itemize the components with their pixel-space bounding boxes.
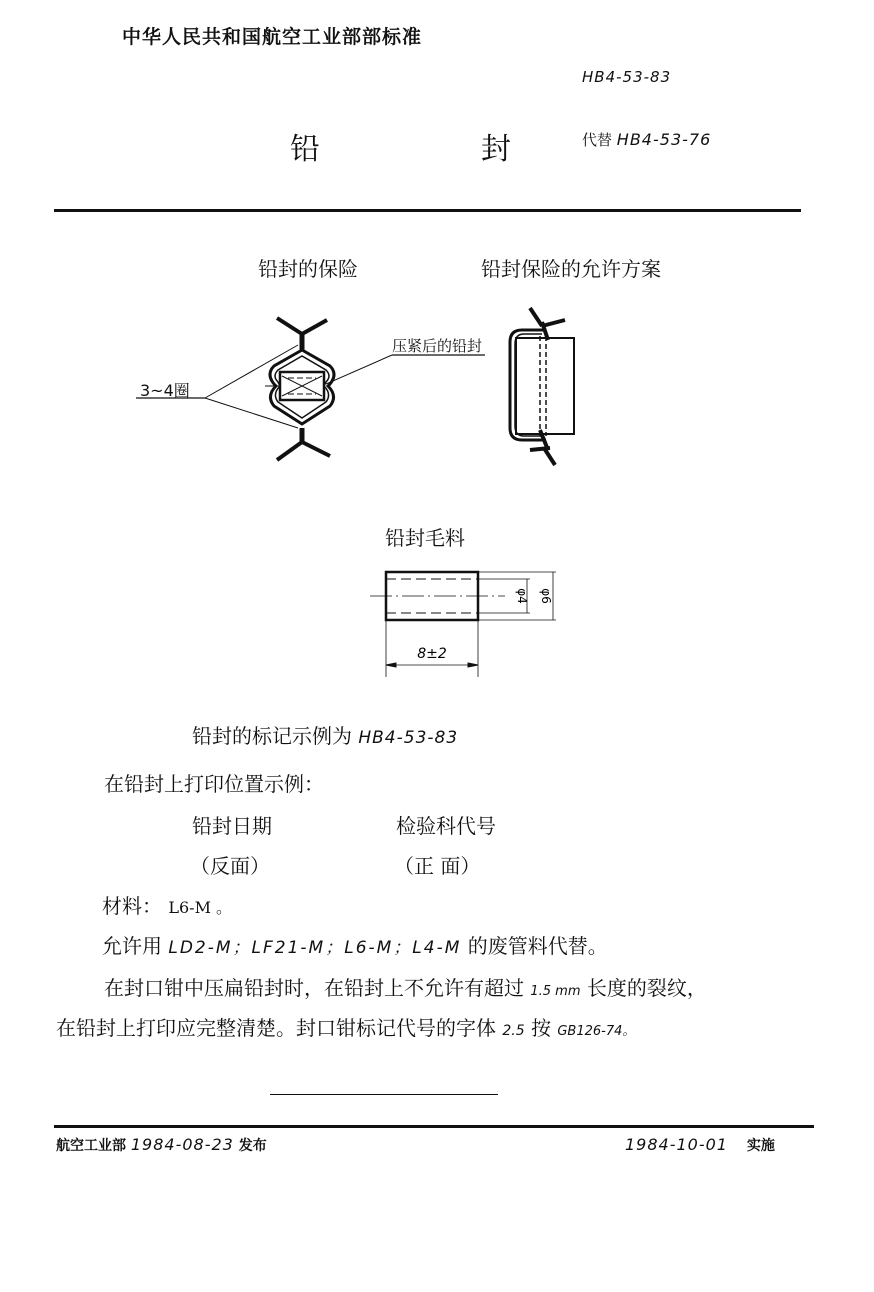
para-line2-text: 在铅封上打印应完整清楚。封口钳标记代号的字体	[56, 1016, 496, 1040]
front-side-note: （正 面）	[394, 854, 481, 878]
header-divider	[54, 209, 801, 212]
marking-example	[192, 720, 458, 749]
replaces-code: HB4-53-76	[616, 130, 712, 149]
issue-date: 1984-08-23	[130, 1135, 234, 1154]
title-char-seal: 封	[481, 132, 511, 167]
back-side-label: 铅封日期	[192, 814, 272, 838]
inner-diameter-label: φ4	[515, 588, 529, 604]
effective-date: 1984-10-01	[625, 1135, 728, 1154]
standard-number: HB4-53-83	[582, 68, 672, 86]
end-of-text-rule	[270, 1094, 498, 1095]
material-line	[102, 890, 232, 919]
stamp-position-label: 在铅封上打印位置示例：	[104, 772, 324, 796]
allowed-suffix: 的废管料代替。	[467, 934, 608, 958]
footer-issue	[56, 1135, 267, 1155]
para-line2-number: 2.5	[502, 1023, 525, 1039]
para-line1-text: 在封口钳中压扁铅封时，在铅封上不允许有超过	[104, 976, 524, 1000]
issuer: 航空工业部	[56, 1138, 126, 1154]
para-line2-reference: GB126-74。	[557, 1024, 636, 1039]
para-line1-number: 1.5 mm	[530, 984, 581, 999]
seal-safety-caption: 铅封的保险	[258, 257, 358, 281]
replaces-standard	[582, 129, 711, 150]
allowed-materials: LD2-M；LF21-M；L6-M；L4-M	[168, 938, 462, 958]
replaces-label: 代替	[582, 131, 613, 149]
length-label: 8±2	[417, 646, 447, 662]
turns-label: 3~4圈	[140, 381, 190, 400]
seal-allowed-drawing	[490, 300, 600, 470]
paragraph-line-2	[56, 1012, 635, 1041]
allowed-line	[102, 930, 608, 959]
blank-drawing	[370, 565, 570, 680]
allowed-prefix: 允许用	[102, 934, 162, 958]
outer-diameter-label: φ6	[539, 588, 553, 604]
pressed-seal-label: 压紧后的铅封	[392, 337, 483, 355]
marking-example-label: 铅封的标记示例为	[192, 724, 352, 748]
seal-allowed-caption: 铅封保险的允许方案	[481, 257, 661, 281]
para-line2-text-mid: 按	[530, 1016, 551, 1040]
issuing-organization: 中华人民共和国航空工业部部标准	[122, 26, 423, 48]
footer-divider	[54, 1125, 814, 1128]
issue-label: 发布	[238, 1138, 267, 1154]
blank-caption: 铅封毛料	[385, 526, 465, 550]
para-line1-text-end: 长度的裂纹，	[586, 976, 707, 1000]
paragraph-line-1	[104, 972, 707, 1001]
marking-example-code: HB4-53-83	[358, 728, 459, 748]
back-side-note: （反面）	[190, 854, 270, 878]
effective-label: 实施	[746, 1138, 775, 1154]
material-label: 材料：	[102, 894, 162, 918]
title-char-lead: 铅	[290, 132, 320, 167]
front-side-label: 检验科代号	[396, 814, 496, 838]
footer-effective	[625, 1135, 775, 1155]
material-value: L6-M 。	[168, 898, 233, 917]
